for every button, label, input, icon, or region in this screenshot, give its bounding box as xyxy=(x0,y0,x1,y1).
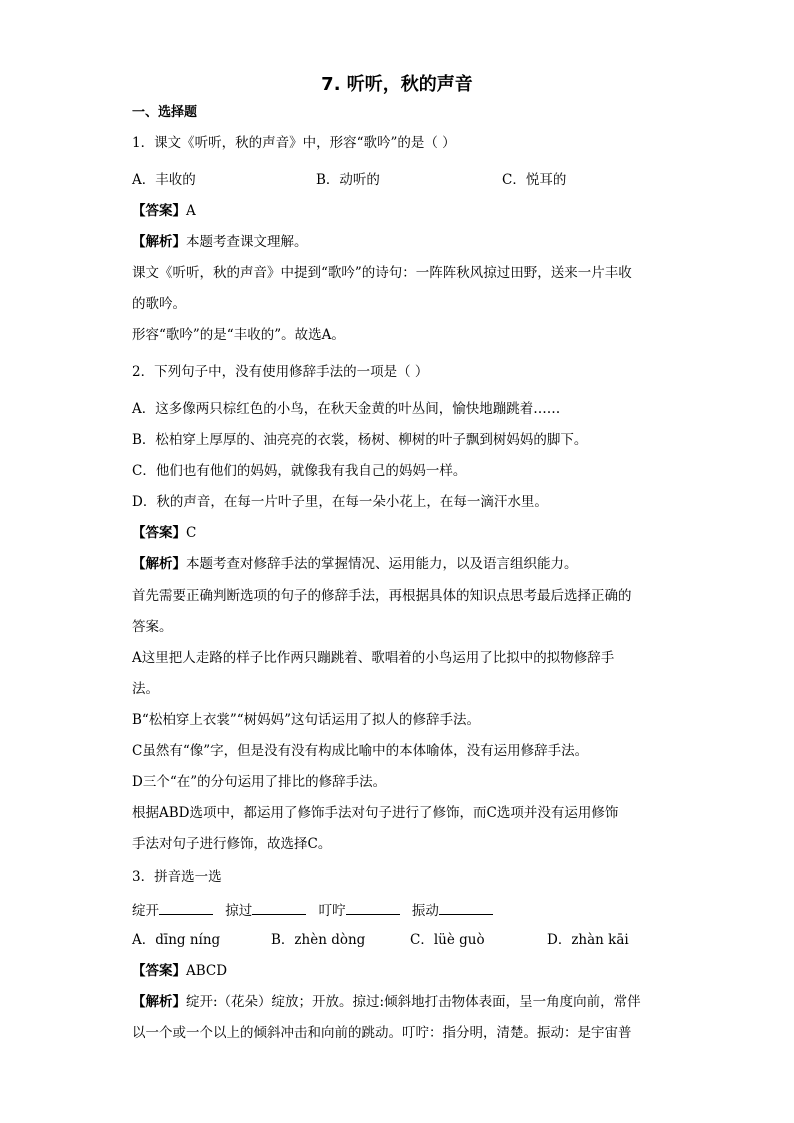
q2-option-b: B．松柏穿上厚厚的、油亮亮的衣裳，杨树、柳树的叶子飘到树妈妈的脚下。 xyxy=(132,432,588,448)
answer-value: C xyxy=(186,525,197,541)
q2-option-a: A．这多像两只棕红色的小鸟，在秋天金黄的叶丛间，愉快地蹦跳着…… xyxy=(132,401,561,417)
answer-blank xyxy=(439,900,493,915)
q1-analysis-line: 的歌吟。 xyxy=(132,296,186,312)
q2-analysis-line: 首先需要正确判断选项的句子的修辞手法，再根据具体的知识点思考最后选择正确的 xyxy=(132,588,632,604)
answer-blank xyxy=(252,900,306,915)
answer-blank xyxy=(159,900,213,915)
q3-option-a: A．dīng níng xyxy=(132,932,221,948)
q3-option-c: C．lüè guò xyxy=(410,932,485,948)
q1-option-c: C．悦耳的 xyxy=(502,172,567,188)
q2-answer xyxy=(132,524,196,542)
answer-blank xyxy=(346,900,400,915)
answer-tag: 【答案】 xyxy=(132,203,186,219)
q3-option-b: B．zhèn dòng xyxy=(271,932,366,948)
analysis-text: 绽开:（花朵）绽放；开放。掠过:倾斜地打击物体表面，呈一角度向前，常伴 xyxy=(186,994,641,1010)
section-heading: 一、选择题 xyxy=(132,105,198,120)
q2-analysis-line: A这里把人走路的样子比作两只蹦跳着、歌唱着的小鸟运用了比拟中的拟物修辞手 xyxy=(132,650,615,666)
q2-analysis-line: B“松柏穿上衣裳”“树妈妈”这句话运用了拟人的修辞手法。 xyxy=(132,712,481,728)
q3-word-1: 绽开 xyxy=(132,903,159,919)
q1-analysis-line: 课文《听听，秋的声音》中提到“歌吟”的诗句：一阵阵秋风掠过田野，送来一片丰收 xyxy=(132,265,632,281)
q3-word-4: 振动 xyxy=(411,903,439,919)
q1-analysis xyxy=(132,233,308,251)
question-2-stem: 2．下列句子中，没有使用修辞手法的一项是（ ） xyxy=(132,364,429,380)
q2-analysis xyxy=(132,555,578,573)
page-title: 7. 听听，秋的声音 xyxy=(321,74,473,95)
q3-option-d: D．zhàn kāi xyxy=(547,932,629,948)
q3-analysis xyxy=(132,993,641,1011)
q3-word-2: 掠过 xyxy=(225,903,253,919)
question-3-stem: 3．拼音选一选 xyxy=(132,869,222,885)
q1-option-b: B．动听的 xyxy=(316,172,380,188)
answer-value: A xyxy=(186,203,196,219)
analysis-tag: 【解析】 xyxy=(132,556,186,572)
q2-analysis-line: 根据ABD选项中，都运用了修饰手法对句子进行了修饰，而C选项并没有运用修饰 xyxy=(132,805,619,821)
answer-value: ABCD xyxy=(186,963,228,979)
q2-analysis-line: D三个“在”的分句运用了排比的修辞手法。 xyxy=(132,774,387,790)
q1-analysis-line: 形容“歌吟”的是“丰收的”。故选A。 xyxy=(132,327,345,343)
q1-answer xyxy=(132,202,196,220)
q3-answer xyxy=(132,962,227,980)
q2-option-d: D．秋的声音，在每一片叶子里，在每一朵小花上，在每一滴汗水里。 xyxy=(132,494,548,510)
analysis-tag: 【解析】 xyxy=(132,994,186,1010)
q2-analysis-line: 答案。 xyxy=(132,619,173,635)
q2-option-c: C．他们也有他们的妈妈，就像我有我自己的妈妈一样。 xyxy=(132,463,467,479)
q3-word-3: 叮咛 xyxy=(318,903,346,919)
analysis-text: 本题考查课文理解。 xyxy=(186,234,308,250)
q3-blank-row xyxy=(132,900,501,920)
answer-tag: 【答案】 xyxy=(132,963,186,979)
q2-analysis-line: 法。 xyxy=(132,681,159,697)
question-1-stem: 1．课文《听听，秋的声音》中，形容“歌吟”的是（ ） xyxy=(132,135,456,151)
analysis-text: 本题考查对修辞手法的掌握情况、运用能力，以及语言组织能力。 xyxy=(186,556,578,572)
answer-tag: 【答案】 xyxy=(132,525,186,541)
q2-analysis-line: C虽然有“像”字，但是没有没有构成比喻中的本体喻体，没有运用修辞手法。 xyxy=(132,743,589,759)
q1-option-a: A．丰收的 xyxy=(132,172,196,188)
analysis-tag: 【解析】 xyxy=(132,234,186,250)
q2-analysis-line: 手法对句子进行修饰，故选择C。 xyxy=(132,836,332,852)
q3-analysis-line: 以一个或一个以上的倾斜冲击和向前的跳动。叮咛：指分明，清楚。振动：是宇宙普 xyxy=(132,1025,632,1041)
